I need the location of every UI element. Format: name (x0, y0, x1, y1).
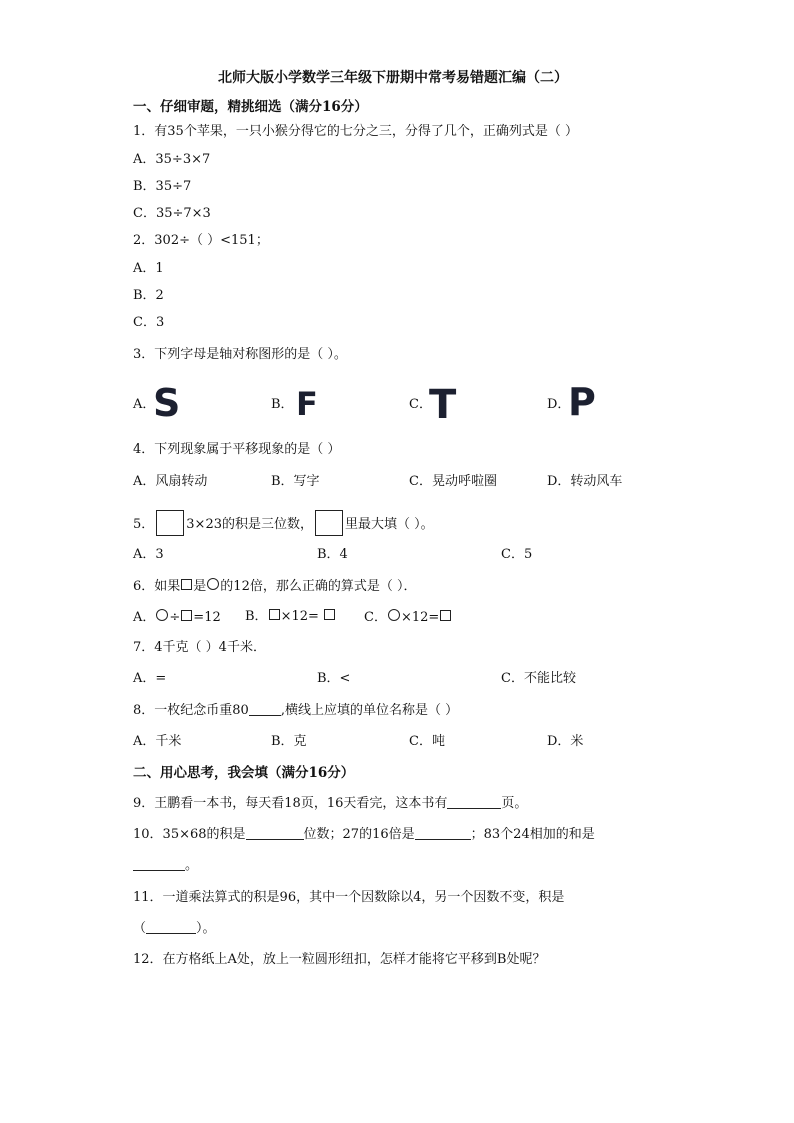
question-4-option-b: B．写字 (271, 474, 320, 489)
letter-t-image: T (429, 382, 457, 428)
option-c-expression: ×12= (400, 610, 440, 625)
square-symbol (181, 610, 192, 621)
answer-blank (415, 827, 471, 840)
question-1-option-b: B．35÷7 (133, 179, 192, 194)
question-10-text-2: 位数；27的16倍是 (303, 827, 415, 842)
question-6-stem (133, 578, 416, 595)
question-1-option-a: A．35÷3×7 (133, 152, 211, 167)
question-4-option-d: D．转动风车 (547, 474, 623, 489)
answer-blank (146, 921, 196, 934)
question-7-option-c: C．不能比较 (501, 671, 576, 686)
question-5-stem (133, 510, 434, 536)
option-a-operator: ÷ (169, 610, 181, 625)
answer-blank (447, 796, 501, 809)
question-7-option-b: B．< (317, 671, 351, 686)
question-6-option-b (245, 609, 336, 625)
question-10 (133, 827, 595, 843)
question-10-line-2 (133, 858, 198, 874)
question-7-option-a: A．= (133, 671, 167, 686)
section-2-heading: 二、用心思考，我会填（满分16分） (133, 765, 355, 781)
option-a-result: =12 (193, 610, 221, 625)
question-3-option-a-label: A． (133, 397, 156, 412)
question-7-stem: 7．4千克（ ）4千米． (133, 640, 266, 655)
question-8-stem (133, 703, 458, 719)
question-5-option-c: C．5 (501, 547, 533, 562)
question-1-stem: 1．有35个苹果，一只小猴分得它的七分之三，分得了几个，正确列式是（ ） (133, 124, 578, 139)
question-6-text-3: 的12倍，那么正确的算式是（ ）． (220, 579, 417, 594)
question-8-option-c: C．吨 (409, 734, 445, 749)
question-8-option-b: B．克 (271, 734, 307, 749)
question-9-text-1: 9．王鹏看一本书，每天看18页，16天看完，这本书有 (133, 796, 448, 811)
question-11-line-1: 11．一道乘法算式的积是96，其中一个因数除以4，另一个因数不变，积是 (133, 890, 565, 905)
question-6-text-1: 6．如果 (133, 579, 181, 594)
square-symbol (440, 610, 451, 621)
question-5-number: 5． (133, 517, 155, 532)
question-11-line-2 (133, 921, 216, 937)
circle-symbol (388, 609, 400, 621)
page-title: 北师大版小学数学三年级下册期中常考易错题汇编（二） (218, 70, 568, 86)
question-2-option-b: B．2 (133, 288, 164, 303)
question-8-text-1: 8．一枚纪念币重80 (133, 703, 249, 718)
question-8-option-a: A．千米 (133, 734, 182, 749)
question-6-option-a (133, 609, 221, 626)
question-5-middle: 3×23的积是三位数， (186, 517, 313, 532)
question-2-option-a: A．1 (133, 261, 164, 276)
section-1-heading: 一、仔细审题，精挑细选（满分16分） (133, 99, 368, 115)
question-8-text-2: ,横线上应填的单位名称是（ ） (280, 703, 459, 718)
circle-symbol (207, 578, 219, 590)
option-c-label: C． (364, 610, 387, 625)
question-10-text-3: ；83个24相加的和是 (470, 827, 595, 842)
question-6-text-2: 是 (193, 579, 207, 594)
question-2-option-c: C．3 (133, 315, 165, 330)
question-10-text-1: 10．35×68的积是 (133, 827, 246, 842)
question-4-option-c: C．晃动呼啦圈 (409, 474, 497, 489)
square-symbol (269, 609, 280, 620)
question-3-stem: 3．下列字母是轴对称图形的是（ ）。 (133, 347, 347, 362)
answer-box (315, 510, 343, 536)
question-2-stem: 2．302÷（ ）<151； (133, 233, 269, 248)
answer-blank (133, 858, 185, 871)
question-3-option-c-label: C． (409, 397, 432, 412)
question-4-stem: 4．下列现象属于平移现象的是（ ） (133, 442, 341, 457)
option-b-label: B． (245, 609, 268, 624)
square-symbol (181, 579, 192, 590)
question-1-option-c: C．35÷7×3 (133, 206, 211, 221)
question-9-text-2: 页。 (501, 796, 528, 811)
answer-box (156, 510, 184, 536)
question-3-option-d-label: D． (547, 397, 571, 412)
option-a-label: A． (133, 610, 156, 625)
letter-s-image: S (153, 381, 181, 425)
letter-p-image: P (568, 380, 596, 424)
question-6-option-c (364, 609, 452, 626)
answer-blank (246, 827, 304, 840)
question-11-paren-close: ）。 (196, 921, 216, 936)
question-9 (133, 796, 527, 812)
question-4-option-a: A．风扇转动 (133, 474, 208, 489)
question-11-paren-open: （ (133, 921, 147, 936)
question-8-option-d: D．米 (547, 734, 584, 749)
option-b-expression: ×12= (280, 609, 319, 624)
question-12-stem: 12．在方格纸上A处，放上一粒圆形纽扣，怎样才能将它平移到B处呢？ (133, 952, 546, 967)
circle-symbol (156, 609, 168, 621)
square-symbol (324, 609, 335, 620)
question-5-end: 里最大填（ ）。 (345, 517, 434, 532)
question-3-option-b-label: B． (271, 397, 294, 412)
letter-f-image: F (296, 385, 318, 423)
answer-blank (249, 703, 281, 716)
question-5-option-a: A．3 (133, 547, 164, 562)
question-10-text-4: 。 (185, 858, 199, 873)
question-5-option-b: B．4 (317, 547, 348, 562)
